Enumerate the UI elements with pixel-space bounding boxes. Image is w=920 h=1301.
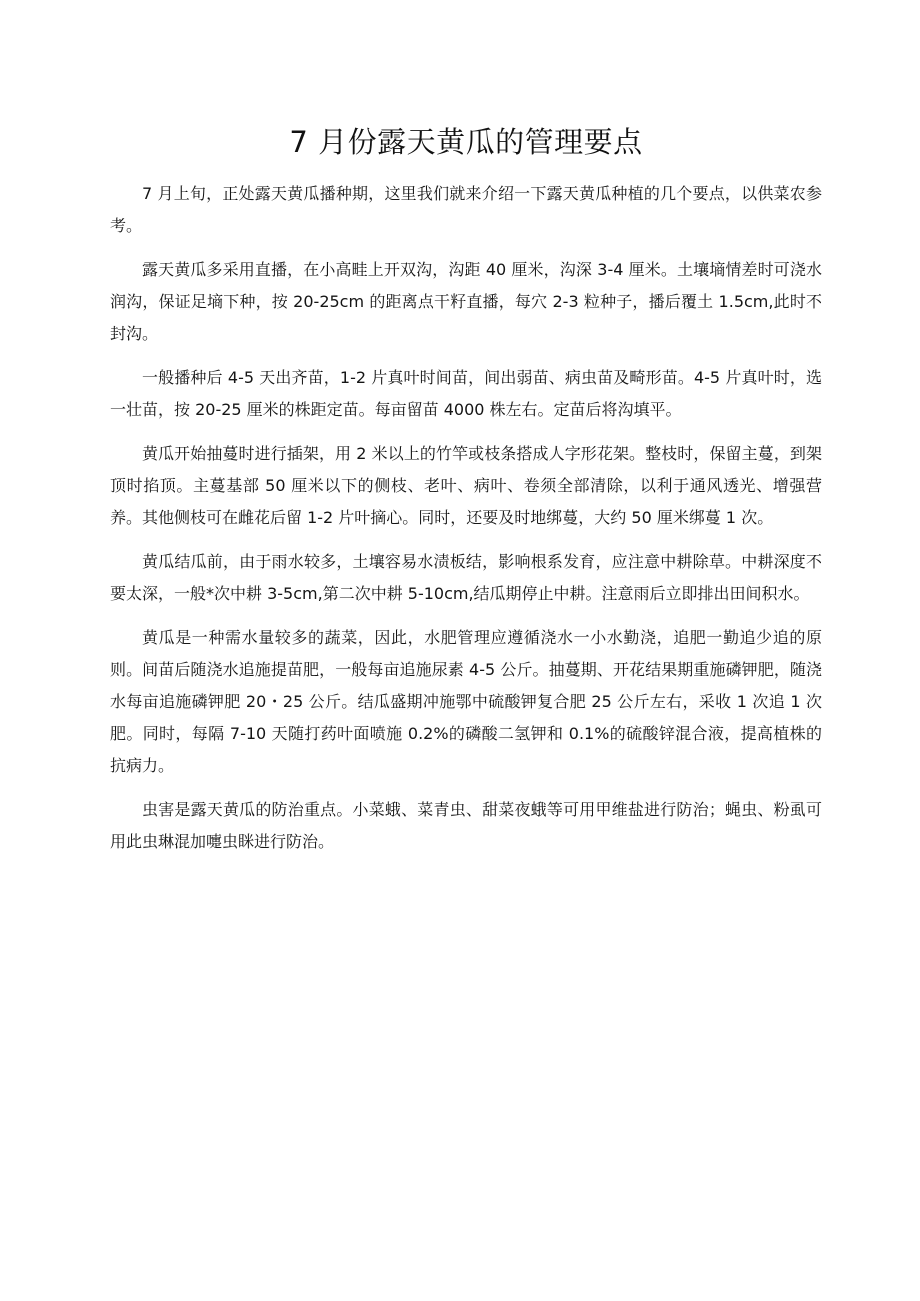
paragraph-pests: 虫害是露天黄瓜的防治重点。小菜蛾、菜青虫、甜菜夜蛾等可用甲维盐进行防治；蝇虫、粉虱可用此虫琳混加嚏虫眯进行防治。 <box>110 800 822 851</box>
paragraph-sowing: 露天黄瓜多采用直播，在小高畦上开双沟，沟距 40 厘米，沟深 3-4 厘米。土壤墒情差时可浇水润沟，保证足墒下种，按 20-25cm 的距离点干籽直播，每穴 2-3 粒种子，播后覆土 1.5cm,此时不封沟。 <box>110 260 822 343</box>
paragraph-trellis: 黄瓜开始抽蔓时进行插架，用 2 米以上的竹竿或枝条搭成人字形花架。整枝时，保留主蔓，到架顶时掐顶。主蔓基部 50 厘米以下的侧枝、老叶、病叶、卷须全部清除，以利于通风透光、增强营养。其他侧枝可在雌花后留 1-2 片叶摘心。同时，还要及时地绑蔓，大约 50 厘米绑蔓 1 次。 <box>110 444 822 527</box>
article-body <box>110 178 822 858</box>
paragraph-cultivation: 黄瓜结瓜前，由于雨水较多，土壤容易水渍板结，影响根系发育，应注意中耕除草。中耕深度不要太深，一般*次中耕 3-5cm,第二次中耕 5-10cm,结瓜期停止中耕。注意雨后立即排出田间积水。 <box>110 552 822 603</box>
paragraph-intro: 7 月上旬，正处露天黄瓜播种期，这里我们就来介绍一下露天黄瓜种植的几个要点，以供菜农参考。 <box>110 184 822 235</box>
page-title: 7 月份露天黄瓜的管理要点 <box>289 125 643 159</box>
paragraph-fertilizer: 黄瓜是一种需水量较多的蔬菜，因此，水肥管理应遵循浇水一小水勤浇，追肥一勤追少追的原则。间苗后随浇水追施提苗肥，一般每亩追施尿素 4-5 公斤。抽蔓期、开花结果期重施磷钾肥，随浇水每亩追施磷钾肥 20・25 公斤。结瓜盛期冲施鄂中硫酸钾复合肥 25 公斤左右，采收 1 次追 1 次肥。同时，每隔 7-10 天随打药叶面喷施 0.2%的磷酸二氢钾和 0.1%的硫酸锌混合液，提高植株的抗病力。 <box>110 628 822 775</box>
paragraph-seedlings: 一般播种后 4-5 天出齐苗，1-2 片真叶时间苗，间出弱苗、病虫苗及畸形苗。4-5 片真叶时，选一壮苗，按 20-25 厘米的株距定苗。每亩留苗 4000 株左右。定苗后将沟填平。 <box>110 368 822 419</box>
